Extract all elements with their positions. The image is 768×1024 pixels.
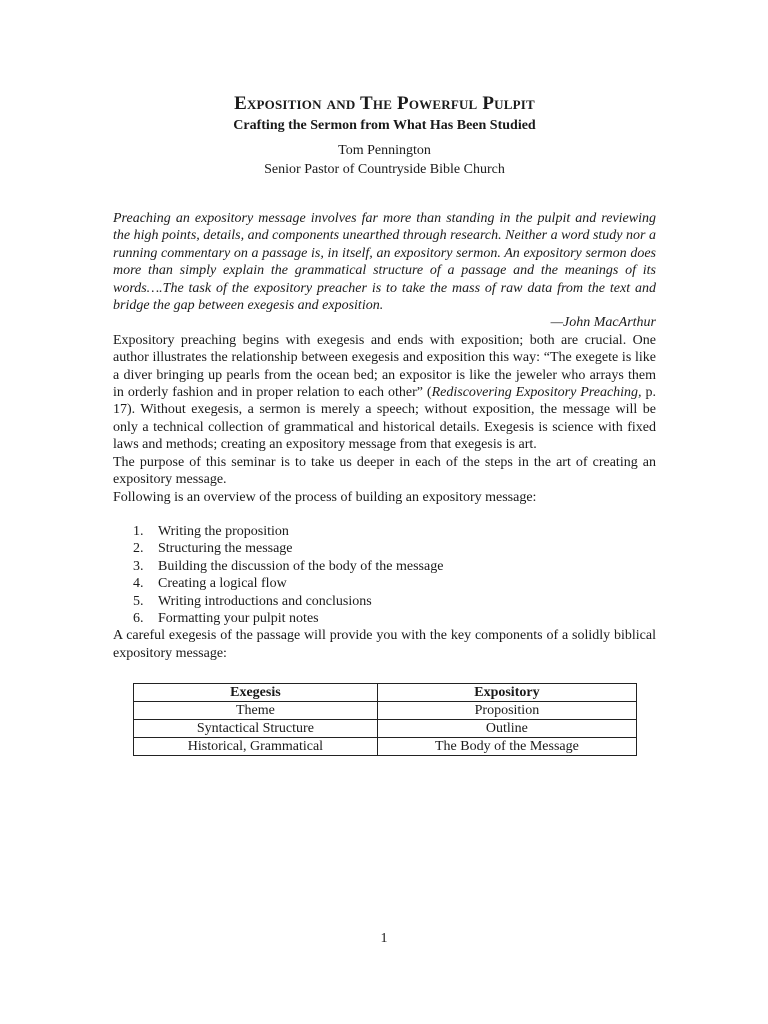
table-row — [134, 738, 637, 756]
list-number: 4. — [133, 576, 144, 592]
table-header-row — [134, 684, 637, 702]
paragraph-exegesis-exposition — [113, 332, 656, 454]
list-number: 3. — [133, 558, 144, 574]
list-number: 6. — [133, 610, 144, 626]
list-item — [113, 558, 656, 575]
table-cell: The Body of the Message — [377, 738, 636, 756]
epigraph-quote: Preaching an expository message involves far more than standing in the pulpit and reviewing the high points, details, and components unearthed through research. Neither a word study nor a running commentary on a passage is, in itself, an expository sermon. An expository sermon does more than simply explain the grammatical structure of a passage and the meanings of its words….The task of the expository preacher is to take the mass of raw data from the text and bridge the gap between exegesis and exposition. — [113, 211, 656, 314]
list-number: 2. — [133, 541, 144, 557]
author-role: Senior Pastor of Countryside Bible Church — [264, 162, 505, 177]
list-item-text: Structuring the message — [158, 541, 293, 557]
paragraph-text: Expository preaching begins with exegesis and ends with exposition; both are crucial. One author illustrates the relationship between exegesis and exposition this way: “The exegete is like a diver bringing up pearls from the ocean bed; an expositor is like the jeweler who arrays them in orderly fashion and in proper relation to each other” ( — [113, 332, 656, 401]
paragraph-overview-intro: Following is an overview of the process of building an expository message: — [113, 489, 537, 505]
list-number: 1. — [133, 523, 144, 539]
table-cell: Theme — [134, 702, 378, 720]
list-item — [113, 575, 656, 592]
epigraph-attribution: —John MacArthur — [550, 315, 656, 331]
document-title: Exposition and The Powerful Pulpit — [234, 93, 535, 114]
list-number: 5. — [133, 593, 144, 609]
list-item — [113, 523, 656, 540]
list-item-text: Formatting your pulpit notes — [158, 610, 319, 626]
table-cell: Outline — [377, 720, 636, 738]
process-steps-list — [113, 523, 656, 627]
table-cell: Syntactical Structure — [134, 720, 378, 738]
list-item-text: Building the discussion of the body of the message — [158, 558, 444, 574]
components-table — [133, 683, 637, 756]
table-header-exegesis: Exegesis — [134, 684, 378, 702]
table-cell: Proposition — [377, 702, 636, 720]
list-item-text: Writing the proposition — [158, 523, 289, 539]
table-header-expository: Expository — [377, 684, 636, 702]
table-cell: Historical, Grammatical — [134, 738, 378, 756]
table-row — [134, 720, 637, 738]
author-name: Tom Pennington — [338, 143, 431, 158]
list-item — [113, 610, 656, 627]
paragraph-key-components: A careful exegesis of the passage will provide you with the key components of a solidly biblical expository message: — [113, 628, 656, 661]
paragraph-seminar-purpose: The purpose of this seminar is to take us deeper in each of the steps in the art of creating an expository message. — [113, 454, 656, 488]
list-item — [113, 593, 656, 610]
document-subtitle: Crafting the Sermon from What Has Been Studied — [233, 118, 536, 133]
page-number: 1 — [380, 931, 388, 946]
list-item — [113, 540, 656, 557]
table-row — [134, 702, 637, 720]
paragraph-text: p. 17). Without exegesis, a sermon is merely a speech; without exposition, the message will be only a technical collection of grammatical and historical details. Exegesis is science with fixed laws and methods; creating an expository message from that exegesis is art. — [113, 385, 656, 453]
book-title: Rediscovering Expository Preaching, — [431, 385, 642, 401]
list-item-text: Creating a logical flow — [158, 576, 287, 592]
list-item-text: Writing introductions and conclusions — [158, 593, 372, 609]
document-page — [113, 92, 656, 756]
